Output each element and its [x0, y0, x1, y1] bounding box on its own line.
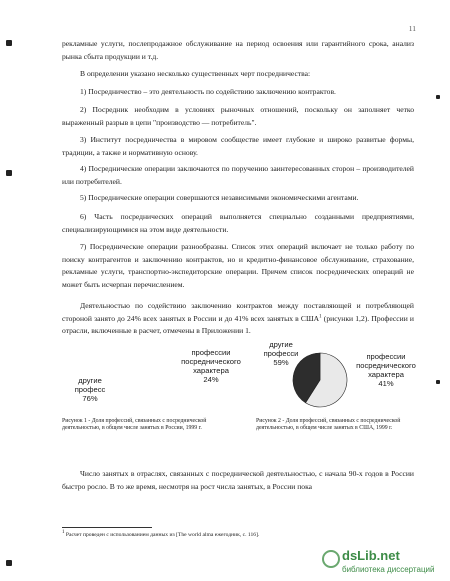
- pie1-label-intermediary: профессии посреднического характера 24%: [181, 348, 241, 384]
- figure-1: [60, 348, 250, 410]
- paragraph-figures: Деятельностью по содействию заключению контрактов между поставляющей и потребляющей стороной занято до 24% всех занятых в России и до 41% всех занятых в США$^1$ (рисунки 1,2). Профессии и отрасли, включенные в расчет, отмечены в Приложении 1.: [62, 301, 414, 336]
- watermark-ring-icon: [322, 550, 340, 568]
- list-item-6: 6) Часть посреднических операций выполняется специально созданными предприятиями, специализирующимися на этом виде деятельности.: [62, 212, 414, 234]
- list-item-3: 3) Институт посредничества в мировом сообществе имеет глубокие и широко развитые формы, традиции, а также и нормативную основу.: [62, 135, 414, 157]
- footnote-ref: 1: [319, 314, 322, 320]
- footnote-separator: [62, 527, 152, 528]
- paragraph-intro: В определении указано несколько существенных черт посредничества:: [80, 69, 311, 78]
- paragraph-continuation: рекламные услуги, послепродажное обслуживание на период освоения или гарантийного срока, анализ рынка сбыта продукции и т.д.: [62, 39, 414, 61]
- binding-hole-mark: [6, 170, 12, 176]
- binding-hole-mark: [6, 40, 12, 46]
- figure-2: [250, 340, 420, 412]
- paragraph-employment: Число занятых в отраслях, связанных с посреднической деятельностью, с начала 90-х годов в России быстро росло. В то же время, несмотря на рост числа занятых, в России пока: [62, 469, 414, 491]
- page-number: 11: [408, 24, 416, 33]
- list-item-7: 7) Посреднические операции разнообразны. Список этих операций включает не только работу по поиску контрагентов и заключению контрактов, но и кредитно-финансовое обслуживание, страхование, рекламные услуги, транспортно-экспедиторские операции. Причем список посреднических операций не может быть исчерпан перечислением.: [62, 242, 414, 289]
- list-item-1: 1) Посредничество – это деятельность по содействию заключению контрактов.: [80, 87, 336, 96]
- watermark-logo: dsLib.net: [342, 548, 400, 563]
- pie1-label-other: другие професс 76%: [74, 376, 106, 403]
- pie2-label-other: другие професси 59%: [263, 340, 299, 367]
- figure-2-caption: Рисунок 2 - Доля профессий, связанных с посреднической деятельностью, в общем числе занятых в США, 1999 г.: [256, 418, 401, 432]
- pie2-label-intermediary: профессии посреднического характера 41%: [356, 352, 416, 388]
- figure-1-caption: Рисунок 1 - Доля профессий, связанных с посреднической деятельностью, в общем числе занятых в России, 1999 г.: [62, 418, 207, 432]
- list-item-5: 5) Посреднические операции совершаются независимыми экономическими агентами.: [80, 193, 359, 202]
- binding-hole-mark: [6, 560, 12, 566]
- footnote: $^1$ Расчет проведен с использованием данных из [The world alma ежегодник, с. 116].: [62, 530, 260, 538]
- list-item-4: 4) Посреднические операции заключаются по поручению заинтересованных сторон – производителей или потребителей.: [62, 164, 414, 186]
- watermark-subtitle: библиотека диссертаций: [342, 565, 435, 574]
- scan-mark: [436, 380, 440, 384]
- scan-mark: [436, 95, 440, 99]
- list-item-2: 2) Посредник необходим в условиях рыночных отношений, поскольку он заполняет четко выраженный разрыв в цепи "производство — потребитель".: [62, 105, 414, 127]
